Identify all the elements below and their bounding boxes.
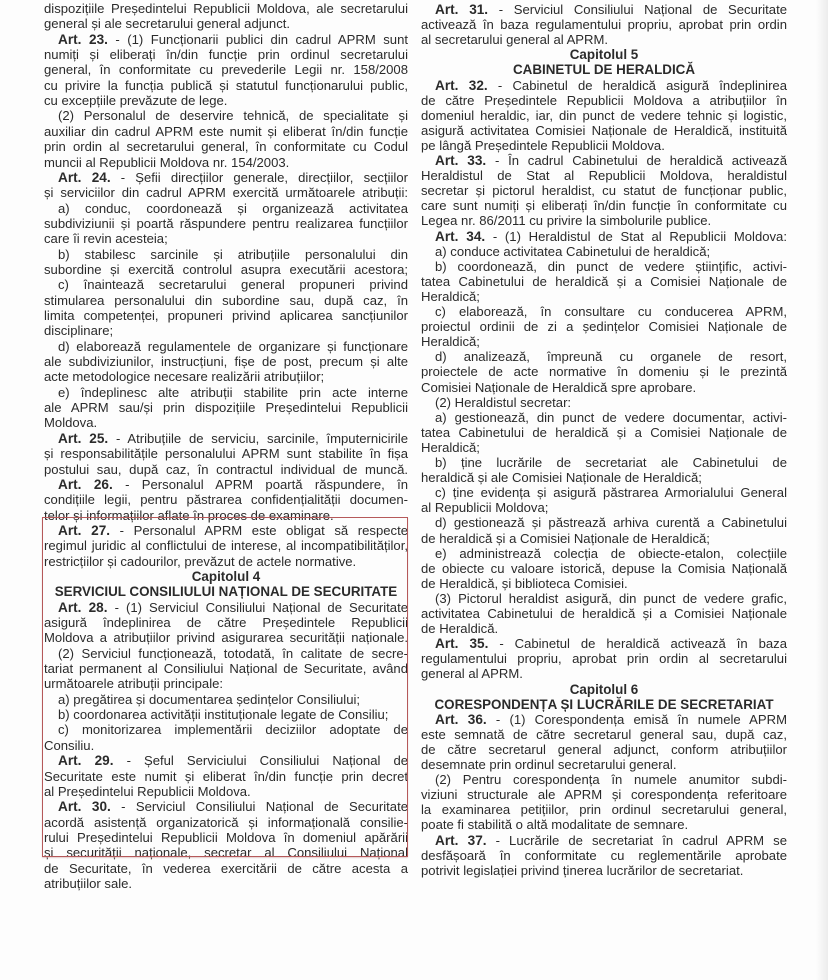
line-text: a) gestionează, din punct de vedere documentar, activi-	[435, 409, 787, 425]
line-text: - Șeful Serviciului Consiliului Național de	[113, 753, 409, 769]
text-line	[421, 425, 787, 440]
text-line	[44, 139, 408, 154]
text-line	[44, 308, 408, 323]
line-text: - (1) Corespondența emisă în numele APRM	[486, 711, 787, 727]
text-line	[44, 124, 408, 139]
text-line	[421, 772, 787, 787]
line-text: - Personalul APRM poartă răspundere, în	[112, 476, 408, 492]
text-line	[421, 349, 787, 364]
text-line	[421, 168, 787, 183]
line-text: pe lângă Președintele Republicii Moldova.	[421, 137, 665, 153]
text-line	[421, 576, 787, 591]
line-text: Moldova.	[44, 415, 98, 431]
article-line	[421, 153, 787, 168]
text-line	[421, 334, 787, 349]
text-line	[421, 651, 787, 666]
text-line	[421, 757, 787, 772]
text-line	[421, 561, 787, 576]
line-text: general și ale secretarului general adjunct.	[44, 16, 291, 32]
line-text: postului sau, după caz, în contractul individual de muncă.	[44, 461, 408, 477]
article-number: Art. 23.	[58, 31, 108, 47]
line-text: proiectul ordinii de zi a ședințelor Comisiei Naționale de	[421, 319, 787, 335]
line-text: Comisiei Naționale de Heraldică spre aprobare.	[421, 379, 697, 395]
text-line	[421, 32, 787, 47]
text-line	[44, 492, 408, 507]
text-line	[44, 462, 408, 477]
text-line	[44, 247, 408, 262]
line-text: este semnată de către secretarul general sau, după caz,	[421, 726, 787, 742]
line-text: de Heraldică, și biblioteca Comisiei.	[421, 575, 628, 591]
article-number: Art. 25.	[58, 430, 109, 446]
line-text: Capitolul 4	[191, 568, 261, 584]
line-text: cu privire la funcția publică și statutul funcționarului public,	[44, 77, 408, 93]
text-line	[44, 62, 408, 77]
line-text: a) conduc, coordonează și organizează activitatea	[58, 200, 408, 216]
line-text: auxiliar din cadrul APRM este numit și eliberat în/din funcție	[44, 123, 408, 139]
text-line	[421, 666, 787, 681]
text-line	[421, 546, 787, 561]
line-text: - Serviciul Consiliului Național de Securitate	[488, 2, 787, 17]
line-text: - (1) Serviciul Consiliului Național de Securitate	[107, 599, 408, 615]
line-text: tatea Cabinetului de heraldică și a Comisiei Naționale de	[421, 273, 787, 289]
line-text: c) ține evidența și asigură păstrarea Armorialului General	[435, 485, 787, 501]
text-line	[44, 78, 408, 93]
line-text: e) îndeplinesc alte atribuții stabilite prin acte interne	[58, 384, 408, 400]
line-text: - În cadrul Cabinetului de heraldică activează	[486, 153, 788, 168]
line-text: secretar și pictorul heraldist, cu statut de funcționar public,	[421, 183, 787, 199]
line-text: Heraldistul de Stat al Republicii Moldova, heraldistul	[421, 168, 787, 184]
line-text: a) pregătirea și documentarea ședințelor Consiliului;	[58, 691, 361, 707]
line-text: b) ține lucrările de secretariat ale Cabinetului de	[435, 455, 787, 470]
line-text: d) gestionează și păstrează arhiva curentă a Cabinetului	[435, 515, 787, 531]
text-line	[44, 277, 408, 292]
line-text: prin ordin al secretarului general, în conformitate cu Codul	[44, 139, 408, 155]
text-line	[44, 415, 408, 430]
line-text: (2) Serviciul funcționează, totodată, în calitate de secre-	[58, 645, 408, 661]
line-text: Capitolul 5	[569, 47, 639, 63]
line-text: CABINETUL DE HERALDICĂ	[512, 62, 696, 78]
text-line	[421, 213, 787, 228]
line-text: - (1) Heraldistul de Stat al Republicii Moldova:	[485, 228, 787, 244]
line-text: dispozițiile Președintelui Republicii Moldova, ale secretarului	[44, 1, 408, 16]
text-line	[421, 817, 787, 832]
line-text: asigură îndeplinirea de către Președintele Republicii	[44, 615, 408, 630]
text-line	[421, 531, 787, 546]
article-line	[44, 477, 408, 492]
text-line	[421, 93, 787, 108]
line-text: c) înaintează secretarului general propuneri privind	[58, 277, 408, 293]
line-text: care sunt numiți și eliberați în/din funcție în conformitate cu	[421, 198, 787, 214]
text-line	[44, 400, 408, 415]
text-line	[421, 274, 787, 289]
article-line	[421, 78, 787, 93]
line-text: b) stabilesc sarcinile și atribuțiile personalului din	[58, 246, 408, 262]
line-text: c) monitorizarea implementării deciziilor adoptate de	[58, 722, 408, 738]
text-line	[421, 304, 787, 319]
text-line	[421, 395, 787, 410]
line-text: Securitate este numit și eliberat în/din funcție prin decret	[44, 768, 408, 784]
text-line	[421, 440, 787, 455]
line-text: - Șefii direcțiilor generale, direcțiilor, secțiilor	[110, 169, 408, 185]
line-text: (3) Pictorul heraldist asigură, din punct de vedere grafic,	[435, 590, 787, 606]
line-text: - Lucrările de secretariat în cadrul APRM se	[486, 832, 787, 848]
text-line	[421, 742, 787, 757]
line-text: acordă asistență organizatorică și informațională consilie-	[44, 814, 408, 830]
line-text: (2) Pentru corespondența în numele anumitor subdi-	[435, 772, 787, 788]
line-text: - Serviciul Consiliului Național de Securitate	[110, 799, 408, 815]
text-line	[421, 515, 787, 530]
article-number: Art. 29.	[58, 753, 114, 769]
line-text: Heraldică;	[421, 439, 480, 455]
line-text: activitatea Cabinetului de heraldică și a Comisiei Naționale	[421, 606, 787, 621]
article-number: Art. 35.	[435, 636, 489, 652]
line-text: d) analizează, împreună cu organele de resort,	[435, 349, 787, 365]
line-text: activează în baza regulamentului propriu, aprobat prin ordin	[421, 17, 787, 33]
line-text: c) elaborează, în consultare cu conducerea APRM,	[435, 304, 787, 319]
line-text: regulamentului propriu, aprobat prin ordin al secretarului	[421, 651, 787, 667]
article-number: Art. 24.	[58, 169, 111, 185]
article-number: Art. 31.	[435, 2, 489, 17]
line-text: de către secretarul general adjunct, conform atribuțiilor	[421, 741, 787, 757]
line-text: tatea Cabinetului de heraldică și a Comisiei Naționale de	[421, 424, 787, 440]
text-line	[44, 201, 408, 216]
line-text: telor și informațiilor aflate în proces de examinare.	[44, 507, 334, 523]
line-text: Heraldică;	[421, 334, 480, 350]
line-text: - (1) Funcționarii publici din cadrul APRM sunt	[107, 31, 408, 47]
line-text: de Securitate, în vederea exercitării de către acesta a	[44, 860, 408, 876]
article-number: Art. 30.	[58, 799, 111, 815]
line-text: rului Președintelui Republicii Moldova în domeniul apărării	[44, 829, 408, 845]
text-line	[421, 621, 787, 636]
line-text: d) elaborează regulamentele de organizare și funcționare	[58, 338, 408, 354]
text-line	[421, 848, 787, 863]
line-text: care îi revin acesteia;	[44, 231, 168, 247]
text-line	[44, 1, 408, 16]
line-text: al Republicii Moldova;	[421, 500, 549, 516]
article-number: Art. 36.	[435, 711, 487, 727]
line-text: de către Președintele Republicii Moldova a atribuțiilor în	[421, 92, 787, 108]
line-text: (2) Heraldistul secretar:	[435, 394, 572, 410]
article-number: Art. 26.	[58, 476, 113, 492]
text-line	[421, 410, 787, 425]
line-text: desfășoară în conformitate cu reglementările aprobate	[421, 847, 787, 863]
line-text: de obiecte cu valoare istorică, depuse la Comisia Națională	[421, 560, 787, 576]
text-line	[44, 354, 408, 369]
text-line	[421, 802, 787, 817]
text-line	[421, 727, 787, 742]
line-text: heraldică și ale Comisiei Naționale de Heraldică;	[421, 470, 702, 486]
text-line	[44, 16, 408, 31]
line-text: proiectele de acte normative în domeniu și le prezintă	[421, 364, 787, 380]
line-text: desemnate prin ordinul secretarului general.	[421, 757, 677, 772]
text-line	[44, 339, 408, 354]
article-number: Art. 33.	[435, 153, 487, 168]
line-text: a) conduce activitatea Cabinetului de heraldică;	[435, 243, 711, 259]
line-text: Legea nr. 86/2011 cu privire la simbolurile publice.	[421, 213, 712, 229]
text-line	[421, 500, 787, 515]
text-line	[421, 244, 787, 259]
line-text: potrivit legislației privind ținerea lucrărilor de secretariat.	[421, 862, 744, 878]
line-text: - Cabinetul de heraldică asigură îndeplinirea	[487, 77, 787, 93]
line-text: Consiliu.	[44, 737, 95, 753]
line-text: disciplinare;	[44, 323, 114, 339]
line-text: Heraldică;	[421, 288, 480, 304]
line-text: general, în conformitate cu prevederile Legii nr. 158/2008	[44, 62, 408, 78]
text-line	[421, 863, 787, 878]
line-text: SERVICIUL CONSILIULUI NAȚIONAL DE SECURITATE	[54, 584, 398, 600]
text-line	[44, 861, 408, 876]
text-line	[44, 216, 408, 231]
line-text: domeniul heraldic, iar, din punct de vedere tehnic și logistic,	[421, 107, 787, 123]
line-text: și serviciilor din cadrul APRM exercită următoarele atribuții:	[44, 185, 408, 201]
line-text: asigură activitatea Comisiei Naționale de Heraldică, instituită	[421, 122, 787, 138]
text-line	[44, 385, 408, 400]
chapter-heading	[421, 47, 787, 62]
text-line	[421, 319, 787, 334]
text-line	[421, 364, 787, 379]
chapter-heading	[421, 697, 787, 712]
line-text: și responsabilitățile personalului APRM sunt stabilite în fișa	[44, 446, 408, 462]
line-text: Capitolul 6	[569, 681, 639, 697]
text-line	[44, 185, 408, 200]
line-text: de heraldică și a Comisiei Naționale de Heraldică;	[421, 530, 710, 546]
line-text: atribuțiilor sale.	[44, 875, 133, 891]
article-number: Art. 34.	[435, 228, 486, 244]
text-line	[44, 262, 408, 277]
text-line	[421, 183, 787, 198]
line-text: condițiile legii, pentru păstrarea confidențialității documen-	[44, 492, 408, 508]
article-number: Art. 27.	[58, 522, 111, 538]
text-line	[421, 259, 787, 274]
text-line	[421, 198, 787, 213]
line-text: tariat permanent al Consiliului Național de Securitate, având	[44, 661, 408, 677]
line-text: acte metodologice necesare realizării atribuțiilor;	[44, 369, 325, 385]
article-line	[44, 32, 408, 47]
article-line	[44, 170, 408, 185]
text-line	[44, 876, 408, 891]
line-text: - Atribuțiile de serviciu, sarcinile, împuternicirile	[108, 430, 408, 446]
line-text: următoarele atribuții principale:	[44, 676, 224, 692]
line-text: ale subdiviziunilor, instrucțiuni, fișe de post, precum și alte	[44, 354, 408, 370]
text-line	[421, 455, 787, 470]
text-line	[44, 93, 408, 108]
line-text: subordine și exercită controlul asupra executării acestora;	[44, 261, 408, 277]
text-line	[44, 231, 408, 246]
line-text: regimul juridic al conflictului de interese, al incompatibilităților,	[44, 538, 408, 554]
line-text: al secretarului general al APRM.	[421, 32, 609, 48]
article-line	[421, 833, 787, 848]
text-line	[421, 108, 787, 123]
line-text: la examinarea petițiilor, prin ordinul secretarului general,	[421, 802, 787, 818]
text-line	[421, 470, 787, 485]
chapter-heading	[421, 682, 787, 697]
text-line	[44, 47, 408, 62]
article-line	[44, 431, 408, 446]
article-line	[421, 2, 787, 17]
text-line	[44, 108, 408, 123]
line-text: - Personalul APRM este obligat să respecte	[110, 522, 409, 538]
line-text: cu excepțiile prevăzute de lege.	[44, 93, 228, 109]
line-text: - Cabinetul de heraldică activează în baza	[488, 636, 787, 652]
chapter-4-highlight-box	[42, 517, 408, 857]
article-number: Art. 32.	[435, 77, 488, 93]
line-text: ale APRM sau/și prin dispozițiile Președintelui Republicii	[44, 400, 408, 416]
article-number: Art. 28.	[58, 599, 108, 615]
line-text: poate fi stabilită o altă modalitate de semnare.	[421, 817, 689, 833]
line-text: viziuni structurale ale APRM și corespondența referitoare	[421, 787, 787, 803]
article-line	[421, 712, 787, 727]
text-line	[421, 606, 787, 621]
line-text: CORESPONDENȚA ȘI LUCRĂRILE DE SECRETARIAT	[434, 696, 774, 712]
text-line	[44, 323, 408, 338]
text-line	[421, 17, 787, 32]
text-line	[44, 369, 408, 384]
text-line	[421, 787, 787, 802]
chapter-heading	[421, 62, 787, 77]
line-text: numiți și eliberați în/din funcție prin ordinul secretarului	[44, 47, 408, 63]
text-line	[44, 155, 408, 170]
line-text: și securității naționale, secretar al Consiliului Național	[44, 845, 408, 861]
article-line	[421, 636, 787, 651]
text-line	[421, 123, 787, 138]
line-text: b) coordonarea activității instituționale legate de Consiliu;	[58, 707, 389, 723]
line-text: restricțiilor și cadourilor, prevăzut de actele normative.	[44, 553, 357, 569]
line-text: muncii al Republicii Moldova nr. 154/2003.	[44, 154, 290, 170]
article-number: Art. 37.	[435, 832, 487, 848]
line-text: general al APRM.	[421, 666, 523, 682]
line-text: de Heraldică.	[421, 621, 499, 637]
text-line	[421, 485, 787, 500]
line-text: al Președintelui Republicii Moldova.	[44, 783, 251, 799]
text-line	[421, 380, 787, 395]
text-line	[44, 293, 408, 308]
line-text: limita competenței, propuneri privind aplicarea sancțiunilor	[44, 308, 408, 323]
line-text: e) administrează colecția de obiecte-etalon, colecțiile	[435, 545, 787, 561]
line-text: (2) Personalul de deservire tehnică, de specialitate și	[58, 108, 408, 124]
article-line	[421, 229, 787, 244]
line-text: subdiviziunii și poartă răspundere pentru realizarea funcțiilor	[44, 215, 408, 231]
text-line	[44, 446, 408, 461]
text-line	[421, 591, 787, 606]
text-line	[421, 289, 787, 304]
line-text: Moldova a atribuțiilor privind asigurarea securității naționale.	[44, 630, 408, 646]
line-text: b) coordonează, din punct de vedere științific, activi-	[435, 258, 787, 274]
page-edge-shadow	[816, 0, 828, 980]
text-line	[421, 138, 787, 153]
line-text: stimularea personalului din subordine sau, după caz, în	[44, 292, 408, 308]
